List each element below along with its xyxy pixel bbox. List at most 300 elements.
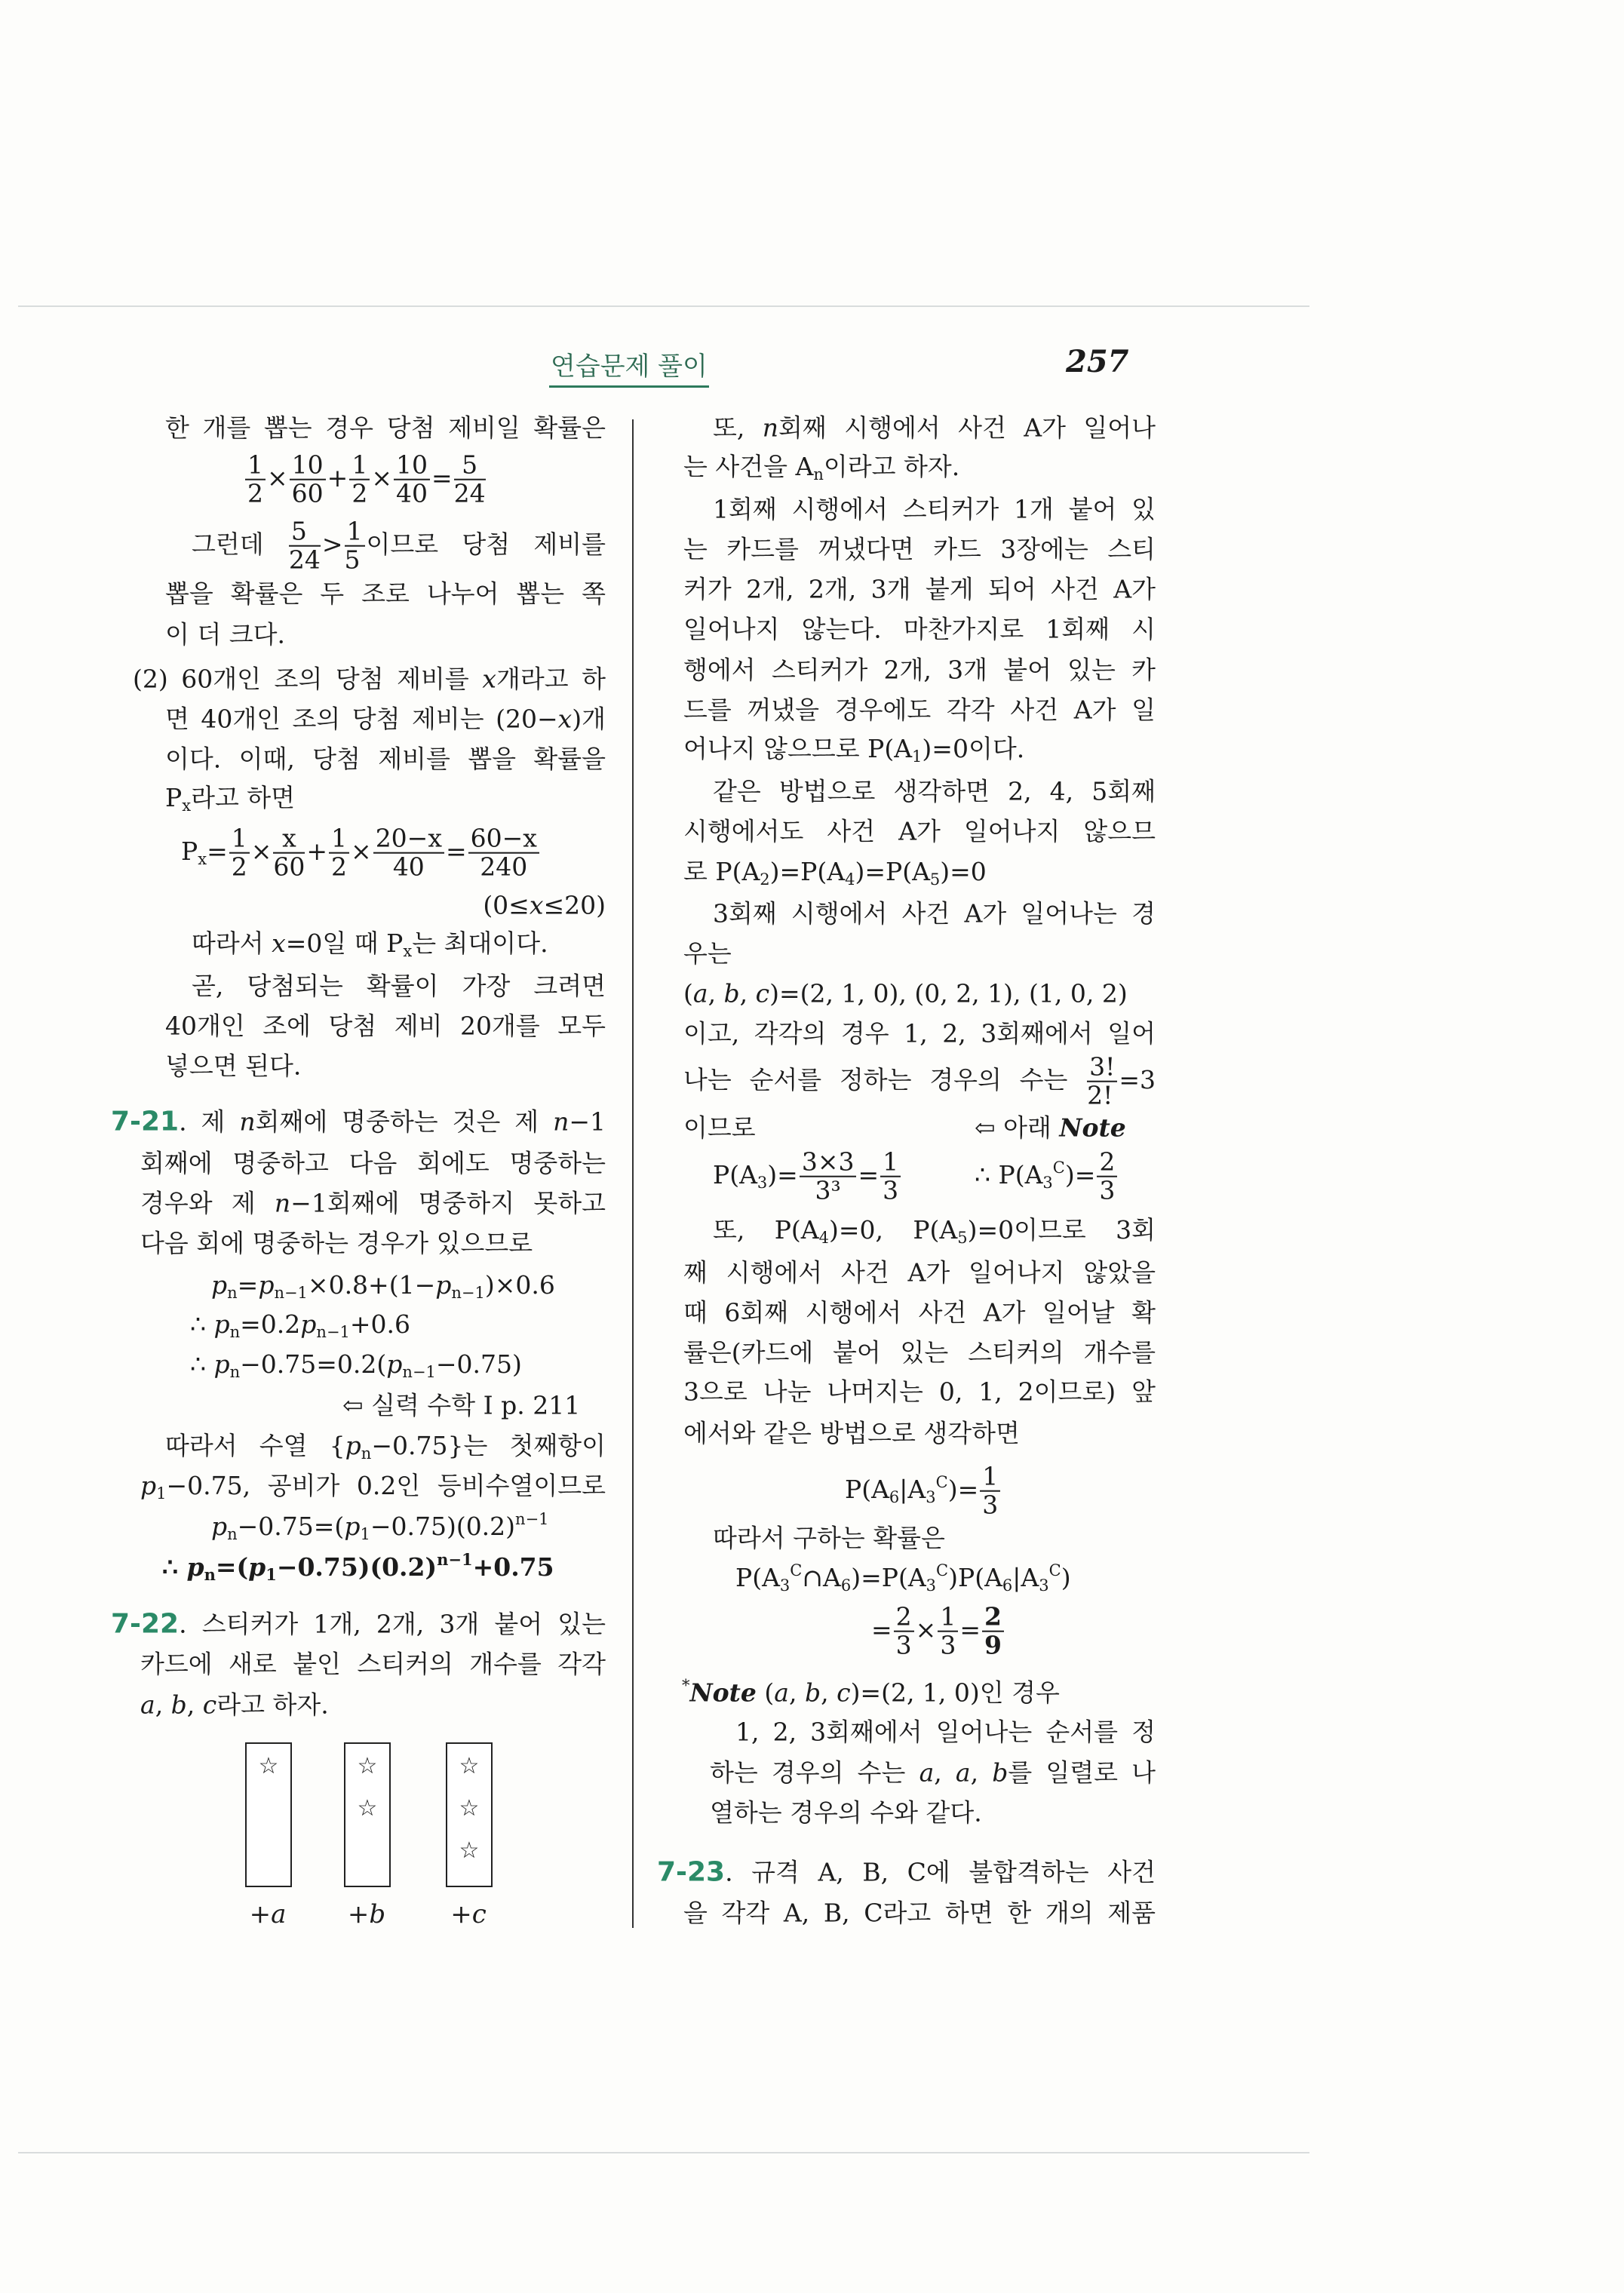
- text-run: =: [237, 1269, 259, 1300]
- subscript: 1: [912, 747, 923, 766]
- text-run: )=P(A: [769, 856, 846, 886]
- fraction-numerator: 1: [329, 825, 349, 854]
- text-run: ): [1061, 1562, 1071, 1592]
- math-variable: p: [213, 1349, 230, 1379]
- right-text-line: [683, 654, 1156, 685]
- text-run: 회째 시행에서 사건 A가 일어나: [778, 413, 1156, 443]
- fraction-numerator: 1: [980, 1463, 1000, 1492]
- fraction-numerator: 1: [880, 1149, 901, 1177]
- fraction-numerator: 5: [289, 518, 321, 547]
- text-run: )=(2, 1, 0)인 경우: [850, 1678, 1060, 1708]
- fraction-numerator: 3!: [1087, 1054, 1117, 1082]
- fraction-numerator: 2: [894, 1604, 914, 1632]
- fraction: [329, 825, 349, 882]
- text-run: 따라서 수열 {: [165, 1430, 345, 1460]
- right-text-line: [871, 1601, 1005, 1660]
- right-text-line: [683, 451, 959, 484]
- right-text-line: [710, 1757, 1156, 1788]
- left-text-line: [190, 1349, 522, 1382]
- left-text-line: [483, 889, 606, 920]
- right-text-line: [683, 1257, 1156, 1288]
- text-run: . 규격 A, B, C에 불합격하는 사건: [725, 1857, 1156, 1887]
- label-sign: +: [347, 1899, 370, 1929]
- fraction: [800, 1146, 857, 1205]
- fraction-denominator: 9: [984, 1631, 1002, 1660]
- fraction-denominator: 3: [1099, 1176, 1116, 1205]
- fraction: [1087, 1051, 1117, 1110]
- math-variable: p: [345, 1430, 361, 1460]
- text-run: ∴: [190, 1349, 214, 1379]
- text-run: )=0이다.: [922, 733, 1025, 763]
- subscript: x: [182, 796, 192, 815]
- subscript: n: [229, 1322, 241, 1341]
- fraction-denominator: 40: [392, 852, 425, 882]
- problem-number: 7-21: [111, 1106, 180, 1137]
- right-text-line: [683, 1051, 1156, 1110]
- right-text-line: [683, 1376, 1156, 1407]
- text-run: ∴: [162, 1552, 187, 1582]
- fraction-denominator: 5: [344, 545, 361, 575]
- fraction-numerator: 2: [1097, 1149, 1117, 1177]
- superscript: C: [1048, 1561, 1061, 1579]
- math-variable: c: [755, 978, 770, 1008]
- subscript: 1: [156, 1484, 167, 1503]
- text-run: =: [431, 463, 453, 493]
- text-run: =: [871, 1615, 892, 1644]
- math-variable: p: [211, 1269, 228, 1300]
- math-variable: p: [344, 1511, 361, 1541]
- text-run: 을 각각 A, B, C라고 하면 한 개의 제품: [683, 1898, 1156, 1928]
- fraction-denominator: 40: [395, 479, 428, 508]
- subscript: n: [227, 1524, 238, 1543]
- subscript: 1: [266, 1564, 277, 1584]
- text-run: . 스티커가 1개, 2개, 3개 붙어 있는: [179, 1609, 606, 1639]
- right-text-line: [682, 1675, 1060, 1708]
- fraction-denominator: 2: [331, 852, 348, 882]
- fraction: [454, 452, 486, 508]
- bottom-page-rule: [18, 2152, 1309, 2153]
- right-text-line: [975, 1146, 1119, 1205]
- math-variable: a: [955, 1757, 971, 1788]
- text-run: ×: [250, 836, 272, 866]
- fraction: [349, 452, 370, 508]
- text-run: (2) 60개인 조의 당첨 제비를: [133, 664, 483, 694]
- math-variable: p: [186, 1552, 204, 1582]
- text-run: ,: [186, 1690, 203, 1720]
- right-text-line: [975, 1112, 1126, 1143]
- text-run: 따라서: [192, 928, 272, 958]
- text-run: )=0: [940, 856, 987, 886]
- subscript: n: [227, 1283, 238, 1302]
- math-variable: a: [774, 1678, 789, 1708]
- text-run: 드를 꺼냈을 경우에도 각각 사건 A가 일: [683, 695, 1156, 725]
- fraction: [373, 825, 444, 882]
- text-run: ,: [788, 1678, 805, 1708]
- text-run: P(A: [735, 1562, 780, 1592]
- text-run: )개: [572, 704, 606, 734]
- text-run: |A: [899, 1475, 926, 1504]
- fraction-denominator: 24: [453, 479, 486, 508]
- subscript: 3: [779, 1576, 791, 1595]
- text-run: 1, 2, 3회째에서 일어나는 순서를 정: [735, 1717, 1156, 1747]
- fraction: [290, 452, 326, 508]
- superscript: n−1: [515, 1509, 549, 1528]
- subscript: 4: [845, 870, 855, 889]
- text-run: 경우와 제: [140, 1188, 275, 1218]
- text-run: −0.75}는 첫째항이: [371, 1430, 606, 1460]
- label-variable: a: [271, 1899, 287, 1929]
- math-variable: x: [482, 664, 496, 694]
- text-run: 째 시행에서 사건 A가 일어나지 않았을: [683, 1257, 1156, 1288]
- math-variable: a: [692, 978, 708, 1008]
- problem-number: 7-23: [657, 1856, 726, 1888]
- text-run: 때 6회째 시행에서 사건 A가 일어날 확: [683, 1297, 1156, 1328]
- text-run: 하는 경우의 수는: [710, 1757, 919, 1788]
- text-run: 3으로 나눈 나머지는 0, 1, 2이므로) 앞: [683, 1377, 1156, 1407]
- text-run: −0.75): [435, 1349, 522, 1379]
- text-run: 1회째 시행에서 스티커가 1개 붙어 있: [713, 494, 1156, 524]
- right-text-line: [683, 978, 1128, 1008]
- star-icon: ☆: [357, 1795, 378, 1822]
- right-text-line: [710, 1797, 982, 1828]
- subscript: n−1: [316, 1322, 350, 1341]
- text-run: 이 더 크다.: [165, 619, 285, 649]
- left-text-line: [165, 1050, 301, 1081]
- right-text-line: [683, 694, 1156, 725]
- text-run: ,: [739, 978, 756, 1008]
- text-run: 한 개를 뽑는 경우 당첨 제비일 확률은: [165, 413, 606, 443]
- star-icon: ☆: [459, 1795, 480, 1822]
- text-run: 또,: [713, 413, 763, 443]
- subscript: 3: [926, 1576, 937, 1595]
- text-run: ,: [155, 1690, 171, 1720]
- right-text-line: [683, 1112, 756, 1143]
- text-run: )=P(A: [855, 856, 930, 886]
- left-text-line: [211, 1509, 549, 1544]
- fraction-numerator: 1: [245, 452, 266, 480]
- right-text-line: [683, 733, 1024, 766]
- subscript: 5: [929, 870, 941, 889]
- math-variable: x: [557, 704, 573, 734]
- text-run: >: [321, 530, 343, 559]
- fraction: [980, 1463, 1000, 1520]
- star-icon: ☆: [357, 1753, 378, 1779]
- text-run: 로 P(A: [683, 856, 760, 886]
- fraction: [229, 825, 250, 882]
- text-run: 회째에 명중하는 것은 제: [255, 1107, 554, 1137]
- text-run: −0.75=0.2(: [240, 1349, 387, 1379]
- star-icon: ☆: [258, 1753, 279, 1779]
- math-variable: b: [804, 1678, 821, 1708]
- fraction: [982, 1601, 1004, 1660]
- text-run: +: [306, 836, 328, 866]
- left-text-line: [165, 412, 606, 443]
- fraction-denominator: 2!: [1087, 1081, 1113, 1110]
- math-variable: a: [919, 1757, 935, 1788]
- subscript: n−1: [402, 1362, 436, 1381]
- right-text-line: [683, 938, 732, 968]
- text-run: −0.75=(: [237, 1511, 345, 1541]
- math-variable: n: [553, 1107, 569, 1137]
- text-run: =0.2: [240, 1309, 301, 1339]
- left-text-line: [190, 1309, 410, 1342]
- superscript: C: [1052, 1159, 1065, 1177]
- text-run: ,: [970, 1757, 993, 1788]
- right-text-line: [683, 533, 1156, 564]
- text-run: 나는 순서를 정하는 경우의 수는: [683, 1065, 1086, 1094]
- text-run: P: [165, 782, 183, 812]
- fraction-numerator: 10: [290, 452, 326, 480]
- superscript: C: [936, 1561, 949, 1579]
- subscript: x: [403, 941, 413, 960]
- superscript: n−1: [437, 1549, 473, 1569]
- text-run: P(A: [713, 1160, 757, 1189]
- text-run: )=(2, 1, 0), (0, 2, 1), (1, 0, 2): [769, 978, 1128, 1008]
- sticker-card: [245, 1742, 292, 1887]
- card-label: [238, 1899, 298, 1929]
- left-text-line: [140, 1648, 606, 1679]
- text-run: )=0, P(A: [828, 1214, 958, 1245]
- fraction: [880, 1146, 901, 1205]
- text-run: =: [858, 1160, 880, 1189]
- superscript: C: [790, 1561, 803, 1579]
- fraction-denominator: 3: [982, 1490, 999, 1520]
- fraction-numerator: 10: [394, 452, 430, 480]
- text-run: 또, P(A: [713, 1214, 819, 1245]
- math-variable: n: [274, 1188, 291, 1218]
- left-text-line: [162, 1550, 554, 1585]
- right-text-line: [683, 1417, 1020, 1448]
- text-run: 를 일렬로 나: [1008, 1757, 1156, 1788]
- text-run: ×: [915, 1615, 937, 1644]
- math-variable: b: [723, 978, 740, 1008]
- fraction-numerator: 5: [454, 452, 486, 480]
- left-text-line: [165, 1010, 606, 1041]
- text-run: (: [683, 978, 693, 1008]
- subscript: 6: [1002, 1576, 1013, 1595]
- math-variable: p: [258, 1269, 275, 1300]
- subscript: 2: [760, 870, 770, 889]
- math-variable: b: [992, 1757, 1008, 1788]
- fraction-denominator: 2: [352, 479, 368, 508]
- text-run: 카드에 새로 붙인 스티커의 개수를 각각: [140, 1649, 606, 1679]
- card-label: [336, 1899, 397, 1929]
- text-run: =(: [215, 1552, 249, 1582]
- text-run: )×0.6: [484, 1269, 555, 1300]
- subscript: n−1: [451, 1283, 485, 1302]
- text-run: 이므로: [683, 1113, 756, 1143]
- label-sign: +: [450, 1899, 472, 1929]
- right-text-line: [683, 613, 1156, 644]
- text-run: ⇦ 아래: [975, 1113, 1060, 1143]
- text-run: −0.75)(0.2): [370, 1511, 516, 1541]
- text-run: −0.75, 공비가 0.2인 등비수열이므로: [166, 1470, 606, 1500]
- fraction-numerator: 1: [938, 1604, 958, 1632]
- text-run: ,: [708, 978, 724, 1008]
- text-run: 40개인 조에 당첨 제비 20개를 모두: [165, 1011, 606, 1041]
- math-variable: p: [211, 1511, 228, 1541]
- text-run: )=0이므로 3회: [967, 1214, 1156, 1245]
- fraction-denominator: 3: [895, 1631, 912, 1660]
- fraction-numerator: 1: [229, 825, 250, 854]
- text-run: 따라서 구하는 확률은: [713, 1523, 945, 1553]
- right-text-line: [713, 412, 1156, 443]
- section-title: 연습문제 풀이: [549, 345, 709, 388]
- left-text-line: [133, 663, 606, 694]
- text-run: =: [445, 836, 467, 866]
- right-text-line: [683, 1337, 1156, 1368]
- fraction-denominator: 240: [480, 852, 528, 882]
- left-text-line: [165, 578, 606, 609]
- text-run: 는 최대이다.: [412, 928, 548, 958]
- subscript: n: [361, 1444, 372, 1463]
- text-run: ,: [821, 1678, 837, 1708]
- label-variable: b: [369, 1899, 386, 1929]
- right-text-line: [845, 1463, 1002, 1520]
- text-run: −1회째에 명중하지 못하고: [290, 1188, 606, 1218]
- fraction-numerator: 1: [349, 452, 370, 480]
- fraction-denominator: 3³: [815, 1176, 841, 1205]
- left-text-line: [140, 1470, 606, 1503]
- sticker-card: [344, 1742, 391, 1887]
- math-variable: p: [300, 1309, 317, 1339]
- math-variable: c: [202, 1690, 217, 1720]
- label-variable: c: [471, 1899, 487, 1929]
- subscript: n: [813, 465, 824, 483]
- column-divider: [632, 419, 634, 1928]
- text-run: =3: [1119, 1065, 1156, 1094]
- math-variable: p: [435, 1269, 452, 1300]
- text-run: )=: [767, 1160, 798, 1189]
- right-text-line: [713, 898, 1156, 929]
- text-run: 3회째 시행에서 사건 A가 일어나는 경: [713, 898, 1156, 929]
- text-run: 일어나지 않는다. 마찬가지로 1회째 시: [683, 614, 1156, 644]
- text-run: )=P(A: [851, 1562, 926, 1592]
- left-text-line: [165, 782, 295, 815]
- math-variable: p: [213, 1309, 230, 1339]
- text-run: 는 카드를 꺼냈다면 카드 3장에는 스티: [683, 534, 1156, 564]
- right-text-line: [735, 1561, 1071, 1595]
- text-run: +0.6: [349, 1309, 411, 1339]
- star-icon: ☆: [459, 1753, 480, 1779]
- text-run: =: [207, 836, 228, 866]
- left-text-line: [111, 1607, 606, 1641]
- text-run: ,: [934, 1757, 956, 1788]
- fraction-numerator: 20−x: [373, 825, 444, 854]
- text-run: (: [756, 1678, 775, 1708]
- right-text-line: [713, 1146, 902, 1205]
- fraction-denominator: 2: [247, 479, 263, 508]
- text-run: ×: [371, 463, 392, 493]
- page-number: 257: [1066, 344, 1129, 379]
- text-run: 다음 회에 명중하는 경우가 있으므로: [140, 1228, 533, 1258]
- text-run: 에서와 같은 방법으로 생각하면: [683, 1418, 1020, 1448]
- right-text-line: [713, 493, 1156, 524]
- fraction: [894, 1601, 914, 1660]
- text-run: . 제: [179, 1107, 240, 1137]
- text-run: 어나지 않으므로 P(A: [683, 733, 913, 763]
- text-run: 는 사건을 A: [683, 451, 814, 481]
- sticker-card: [446, 1742, 493, 1887]
- text-run: ×0.8+(1−: [307, 1269, 436, 1300]
- left-text-line: [165, 743, 606, 774]
- subscript: 3: [1042, 1174, 1053, 1192]
- text-run: 우는: [683, 938, 732, 968]
- left-text-line: [342, 1389, 580, 1420]
- text-run: 개라고 하: [496, 664, 606, 694]
- fraction: [273, 825, 305, 882]
- note-label: Note: [689, 1678, 757, 1708]
- fraction: [938, 1601, 958, 1660]
- fraction-denominator: 2: [231, 852, 247, 882]
- left-text-line: [140, 1147, 606, 1178]
- text-run: ≤20): [543, 890, 606, 920]
- left-text-line: [244, 452, 487, 508]
- star-icon: ☆: [459, 1837, 480, 1864]
- math-variable: p: [140, 1470, 157, 1500]
- right-text-line: [683, 573, 1156, 604]
- left-text-line: [140, 1187, 606, 1218]
- text-run: 행에서 스티커가 2개, 3개 붙어 있는 카: [683, 655, 1156, 685]
- left-text-line: [181, 825, 541, 882]
- fraction-numerator: 1: [345, 518, 365, 547]
- superscript: *: [682, 1676, 690, 1695]
- subscript: 5: [957, 1228, 968, 1247]
- fraction-numerator: x: [273, 825, 305, 854]
- text-run: ∩A: [802, 1562, 841, 1592]
- subscript: n: [229, 1362, 241, 1381]
- text-run: −1: [569, 1107, 606, 1137]
- math-variable: x: [529, 890, 544, 920]
- fraction: [345, 518, 365, 575]
- subscript: n−1: [274, 1283, 308, 1302]
- left-text-line: [192, 928, 548, 961]
- subscript: n: [204, 1564, 216, 1584]
- fraction-denominator: 24: [288, 545, 321, 575]
- fraction: [394, 452, 430, 508]
- left-text-line: [140, 1689, 329, 1720]
- text-run: 뽑을 확률은 두 조로 나누어 뽑는 쪽: [165, 579, 606, 609]
- right-text-line: [657, 1856, 1156, 1889]
- subscript: 6: [889, 1488, 900, 1506]
- fraction-denominator: 3: [883, 1176, 899, 1205]
- text-run: )P(A: [948, 1562, 1002, 1592]
- text-run: P(A: [845, 1475, 889, 1504]
- text-run: =0일 때 P: [285, 928, 404, 958]
- text-run: ⇦ 실력 수학 Ⅰ p. 211: [342, 1390, 581, 1420]
- text-run: 이라고 하자.: [823, 451, 960, 481]
- left-text-line: [140, 1227, 533, 1258]
- math-variable: x: [272, 928, 286, 958]
- right-text-line: [735, 1716, 1156, 1747]
- math-variable: c: [837, 1678, 851, 1708]
- text-run: 이다. 이때, 당첨 제비를 뽑을 확률을: [165, 744, 606, 774]
- text-run: |A: [1012, 1562, 1039, 1592]
- fraction-denominator: 3: [940, 1631, 956, 1660]
- right-text-line: [683, 815, 1156, 846]
- right-text-line: [713, 775, 1156, 806]
- left-text-line: [192, 970, 606, 1001]
- right-text-line: [683, 1297, 1156, 1328]
- fraction: [1097, 1146, 1117, 1205]
- subscript: 6: [840, 1576, 852, 1595]
- text-run: 회째에 명중하고 다음 회에도 명중하는: [140, 1148, 606, 1178]
- text-run: (0≤: [483, 890, 530, 920]
- right-text-line: [713, 1214, 1156, 1248]
- fraction-numerator: 2: [982, 1604, 1004, 1632]
- fraction-denominator: 60: [291, 479, 324, 508]
- left-text-line: [165, 703, 606, 734]
